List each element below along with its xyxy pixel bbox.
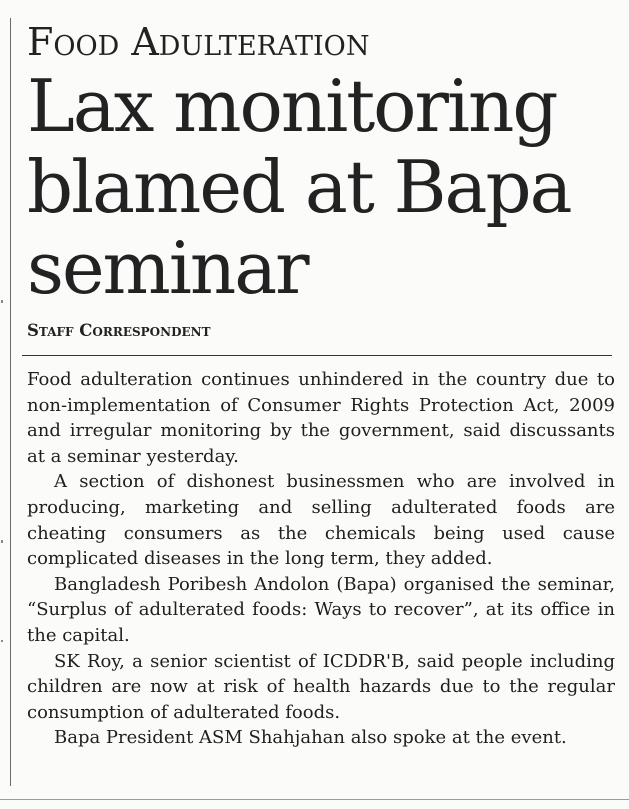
edge-mark xyxy=(1,640,3,642)
article-body xyxy=(27,367,615,751)
byline: Staff Correspondent xyxy=(27,321,211,340)
edge-mark xyxy=(1,300,3,303)
paragraph: Food adulteration continues unhindered in the country due to non-implementation of Consumer Rights Protection Act, 2009 and irregular monitoring by the government, said discussants at a seminar yesterday. xyxy=(27,369,615,467)
paragraph: Bangladesh Poribesh Andolon (Bapa) organised the seminar, “Surplus of adulterated foods: Ways to recover”, at its office in the capital. xyxy=(27,573,615,646)
headline: Lax monitoring blamed at Bapa seminar xyxy=(27,64,571,310)
byline-divider xyxy=(22,355,612,356)
edge-mark xyxy=(1,540,3,543)
paragraph: A section of dishonest businessmen who are involved in producing, marketing and selling adulterated foods are cheating consumers as the chemicals being used cause complicated diseases in the long term, they added. xyxy=(27,471,615,570)
kicker-label: Food Adulteration xyxy=(27,20,370,64)
paragraph: Bapa President ASM Shahjahan also spoke at the event. xyxy=(54,727,567,749)
column-rule xyxy=(10,18,11,786)
paragraph: SK Roy, a senior scientist of ICDDR'B, said people including children are now at risk of health hazards due to the regular consumption of adulterated foods. xyxy=(27,650,615,723)
bottom-border xyxy=(0,799,629,800)
